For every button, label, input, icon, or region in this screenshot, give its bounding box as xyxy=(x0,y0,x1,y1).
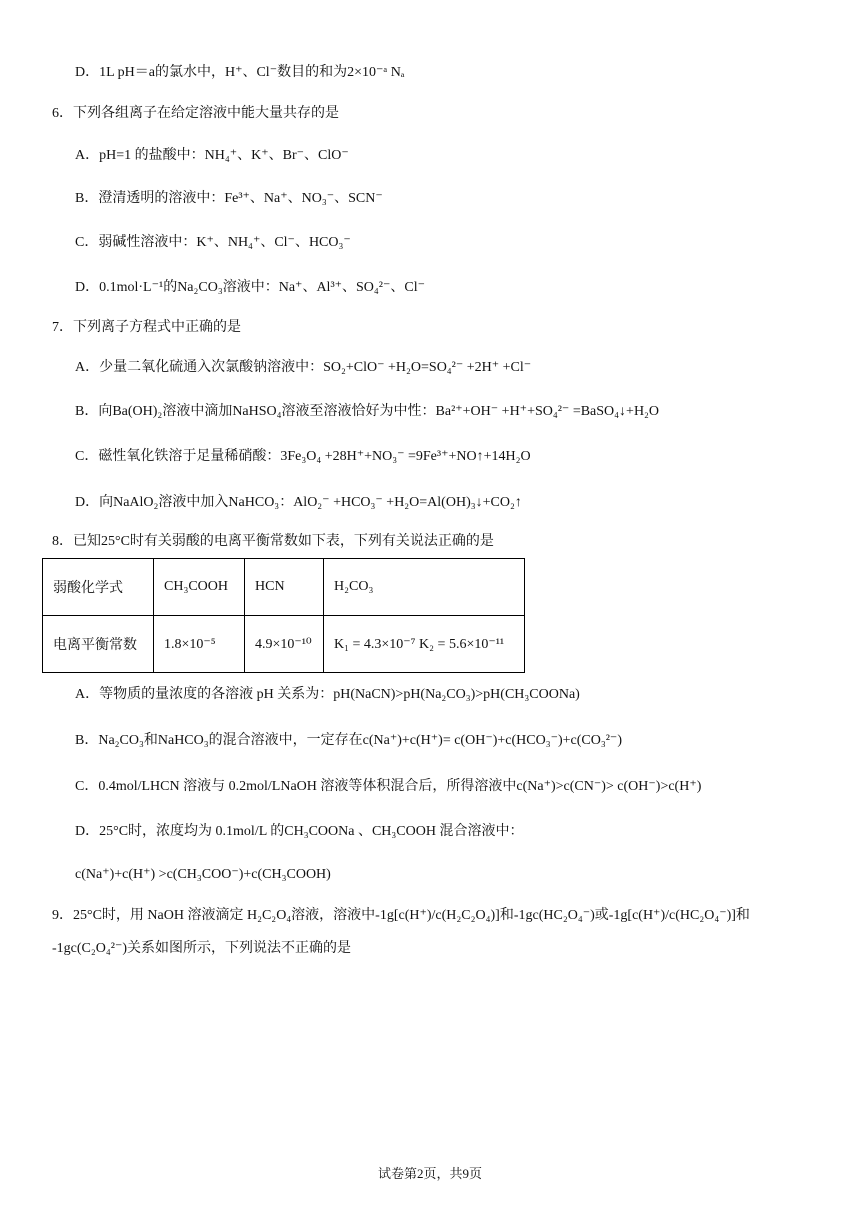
table-row xyxy=(43,616,525,673)
question-6-option-c: C．弱碱性溶液中：K⁺、NH₄⁺、Cl⁻、HCO₃⁻ xyxy=(75,235,351,250)
question-7-option-c: C．磁性氧化铁溶于足量稀硝酸：3Fe₃O₄ +28H⁺+NO₃⁻ =9Fe³⁺+NO↑+14H₂O xyxy=(75,449,531,464)
question-6-option-b: B．澄清透明的溶液中：Fe³⁺、Na⁺、NO₃⁻、SCN⁻ xyxy=(75,191,383,206)
question-8-option-a: A．等物质的量浓度的各溶液 pH 关系为：pH(NaCN)>pH(Na₂CO₃)>pH(CH₃COONa) xyxy=(75,687,580,702)
question-7-option-d: D．向NaAlO₂溶液中加入NaHCO₃：AlO₂⁻ +HCO₃⁻ +H₂O=Al(OH)₃↓+CO₂↑ xyxy=(75,495,522,510)
table-cell: CH₃COOH xyxy=(154,559,245,616)
question-9-stem-line-2: -1gc(C₂O₄²⁻)关系如图所示，下列说法不正确的是 xyxy=(52,941,351,956)
table-cell: 弱酸化学式 xyxy=(43,559,154,616)
question-8-stem: 8．已知25°C时有关弱酸的电离平衡常数如下表，下列有关说法正确的是 xyxy=(52,534,494,549)
question-8-option-d: D．25°C时，浓度均为 0.1mol/L 的CH₃COONa 、CH₃COOH 混合溶液中： xyxy=(75,824,524,839)
question-9-stem-line-1: 9．25°C时，用 NaOH 溶液滴定 H₂C₂O₄溶液，溶液中-1g[c(H⁺)/c(H₂C₂O₄)]和-1gc(HC₂O₄⁻)或-1g[c(H⁺)/c(HC₂O₄⁻)]和 xyxy=(52,908,750,923)
table-cell: 1.8×10⁻⁵ xyxy=(154,616,245,673)
question-6-stem: 6．下列各组离子在给定溶液中能大量共存的是 xyxy=(52,106,339,121)
table-cell: K₁ = 4.3×10⁻⁷ K₂ = 5.6×10⁻¹¹ xyxy=(324,616,525,673)
question-6-option-d: D．0.1mol·L⁻¹的Na₂CO₃溶液中：Na⁺、Al³⁺、SO₄²⁻、Cl⁻ xyxy=(75,280,426,295)
table-row xyxy=(43,559,525,616)
question-8-option-c: C．0.4mol/LHCN 溶液与 0.2mol/LNaOH 溶液等体积混合后，所得溶液中c(Na⁺)>c(CN⁻)> c(OH⁻)>c(H⁺) xyxy=(75,779,702,794)
question-7-stem: 7．下列离子方程式中正确的是 xyxy=(52,320,241,335)
question-7-option-b: B．向Ba(OH)₂溶液中滴加NaHSO₄溶液至溶液恰好为中性：Ba²⁺+OH⁻ +H⁺+SO₄²⁻ =BaSO₄↓+H₂O xyxy=(75,404,660,419)
table-cell: 电离平衡常数 xyxy=(43,616,154,673)
table-cell: H₂CO₃ xyxy=(324,559,525,616)
question-8-option-b: B．Na₂CO₃和NaHCO₃的混合溶液中，一定存在c(Na⁺)+c(H⁺)= c(OH⁻)+c(HCO₃⁻)+c(CO₃²⁻) xyxy=(75,733,622,748)
question-5-option-d: D．1L pH＝a的氯水中，H⁺、Cl⁻数目的和为2×10⁻ᵃ Nₐ xyxy=(75,65,405,80)
table-cell: HCN xyxy=(245,559,324,616)
question-6-option-a: A．pH=1 的盐酸中：NH₄⁺、K⁺、Br⁻、ClO⁻ xyxy=(75,148,349,163)
table-cell: 4.9×10⁻¹⁰ xyxy=(245,616,324,673)
question-8-option-d-continued: c(Na⁺)+c(H⁺) >c(CH₃COO⁻)+c(CH₃COOH) xyxy=(75,867,331,882)
question-7-option-a: A．少量二氧化硫通入次氯酸钠溶液中：SO₂+ClO⁻ +H₂O=SO₄²⁻ +2H⁺ +Cl⁻ xyxy=(75,360,532,375)
page-footer: 试卷第2页，共9页 xyxy=(377,1166,482,1181)
weak-acid-constants-table xyxy=(42,558,525,673)
